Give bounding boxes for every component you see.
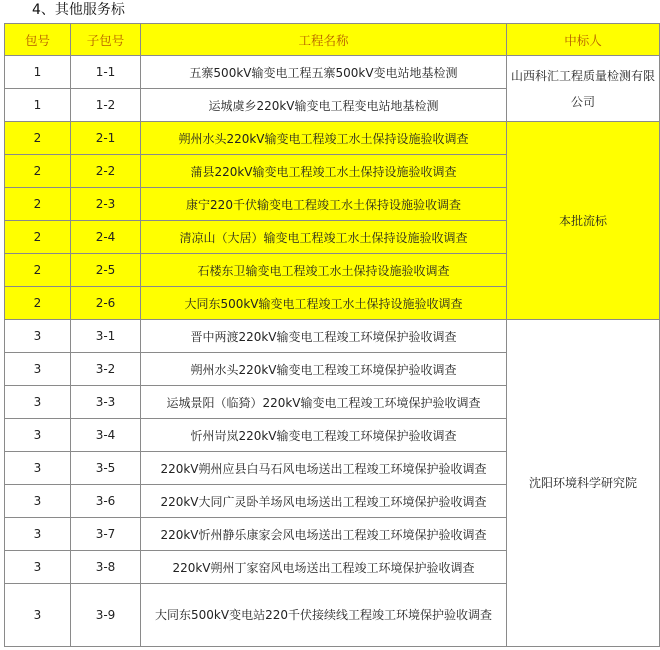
cell-sub-package: 2-3 — [71, 188, 141, 221]
cell-package: 2 — [5, 188, 71, 221]
cell-package: 3 — [5, 452, 71, 485]
cell-package: 3 — [5, 320, 71, 353]
cell-sub-package: 2-4 — [71, 221, 141, 254]
cell-sub-package: 2-1 — [71, 122, 141, 155]
table-row — [5, 122, 660, 155]
cell-package: 3 — [5, 551, 71, 584]
header-project-name: 工程名称 — [141, 24, 507, 56]
cell-winner: 本批流标 — [507, 122, 660, 320]
cell-package: 2 — [5, 221, 71, 254]
cell-package: 1 — [5, 56, 71, 89]
cell-project-name: 清凉山（大居）输变电工程竣工水土保持设施验收调查 — [141, 221, 507, 254]
cell-project-name: 康宁220千伏输变电工程竣工水土保持设施验收调查 — [141, 188, 507, 221]
cell-sub-package: 3-5 — [71, 452, 141, 485]
header-winner: 中标人 — [507, 24, 660, 56]
section-title: 4、其他服务标 — [32, 2, 125, 18]
cell-sub-package: 1-1 — [71, 56, 141, 89]
cell-project-name: 大同东500kV输变电工程竣工水土保持设施验收调查 — [141, 287, 507, 320]
cell-project-name: 运城景阳（临猗）220kV输变电工程竣工环境保护验收调查 — [141, 386, 507, 419]
cell-sub-package: 1-2 — [71, 89, 141, 122]
table-row — [5, 320, 660, 353]
table-row — [5, 56, 660, 89]
cell-project-name: 石楼东卫输变电工程竣工水土保持设施验收调查 — [141, 254, 507, 287]
cell-sub-package: 3-9 — [71, 584, 141, 647]
cell-project-name: 晋中两渡220kV输变电工程竣工环境保护验收调查 — [141, 320, 507, 353]
cell-project-name: 五寨500kV输变电工程五寨500kV变电站地基检测 — [141, 56, 507, 89]
cell-sub-package: 2-6 — [71, 287, 141, 320]
cell-sub-package: 2-2 — [71, 155, 141, 188]
cell-sub-package: 3-4 — [71, 419, 141, 452]
cell-package: 3 — [5, 584, 71, 647]
cell-sub-package: 3-3 — [71, 386, 141, 419]
cell-project-name: 朔州水头220kV输变电工程竣工水土保持设施验收调查 — [141, 122, 507, 155]
cell-project-name: 220kV大同广灵卧羊场风电场送出工程竣工环境保护验收调查 — [141, 485, 507, 518]
cell-project-name: 220kV朔州丁家窑风电场送出工程竣工环境保护验收调查 — [141, 551, 507, 584]
cell-package: 1 — [5, 89, 71, 122]
cell-package: 2 — [5, 254, 71, 287]
cell-project-name: 运城虞乡220kV输变电工程变电站地基检测 — [141, 89, 507, 122]
header-sub-package: 子包号 — [71, 24, 141, 56]
cell-sub-package: 3-8 — [71, 551, 141, 584]
cell-sub-package: 3-7 — [71, 518, 141, 551]
cell-winner: 山西科汇工程质量检测有限公司 — [507, 56, 660, 122]
cell-package: 2 — [5, 287, 71, 320]
cell-sub-package: 3-2 — [71, 353, 141, 386]
cell-project-name: 220kV朔州应县白马石风电场送出工程竣工环境保护验收调查 — [141, 452, 507, 485]
cell-project-name: 忻州岢岚220kV输变电工程竣工环境保护验收调查 — [141, 419, 507, 452]
cell-sub-package: 2-5 — [71, 254, 141, 287]
cell-package: 2 — [5, 155, 71, 188]
cell-package: 3 — [5, 485, 71, 518]
header-package: 包号 — [5, 24, 71, 56]
cell-project-name: 大同东500kV变电站220千伏接续线工程竣工环境保护验收调查 — [141, 584, 507, 647]
cell-project-name: 蒲县220kV输变电工程竣工水土保持设施验收调查 — [141, 155, 507, 188]
bid-results-table — [4, 23, 660, 647]
cell-package: 2 — [5, 122, 71, 155]
table-header-row — [5, 24, 660, 56]
cell-project-name: 朔州水头220kV输变电工程竣工环境保护验收调查 — [141, 353, 507, 386]
cell-sub-package: 3-1 — [71, 320, 141, 353]
cell-winner: 沈阳环境科学研究院 — [507, 320, 660, 647]
cell-package: 3 — [5, 518, 71, 551]
cell-package: 3 — [5, 386, 71, 419]
cell-package: 3 — [5, 419, 71, 452]
cell-package: 3 — [5, 353, 71, 386]
cell-sub-package: 3-6 — [71, 485, 141, 518]
cell-project-name: 220kV忻州静乐康家会风电场送出工程竣工环境保护验收调查 — [141, 518, 507, 551]
